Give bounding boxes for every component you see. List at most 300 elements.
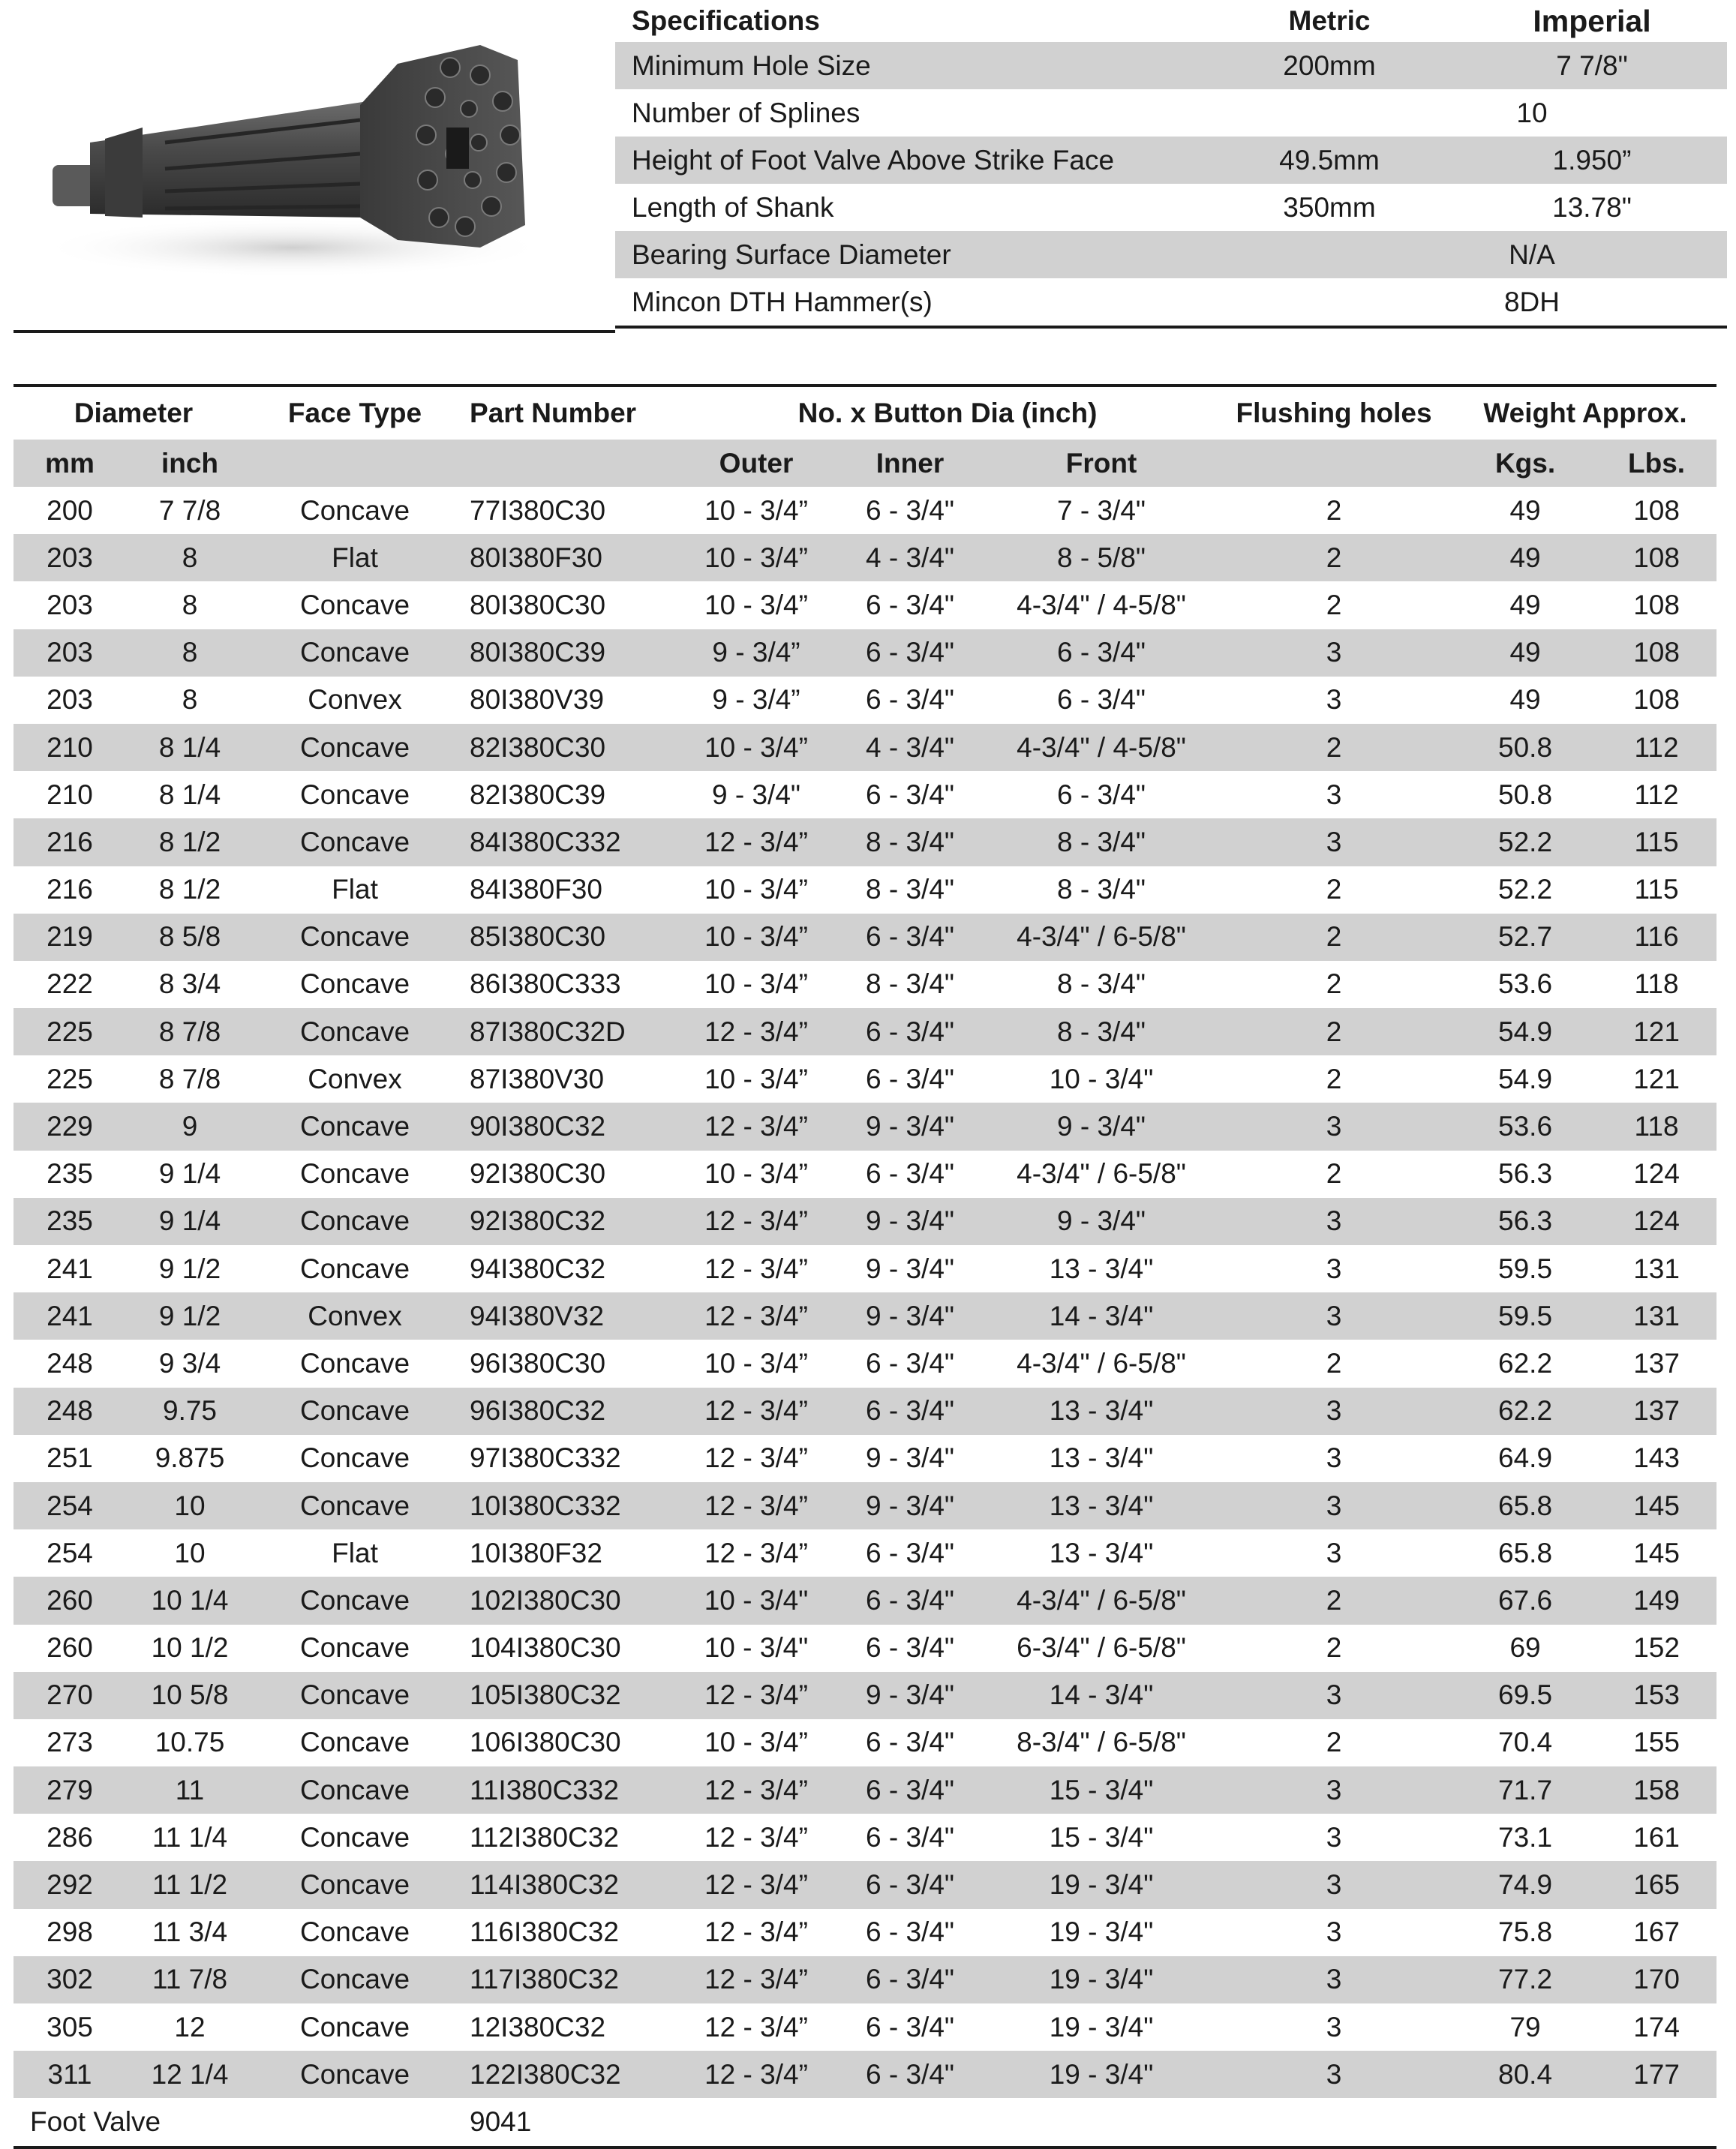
cell-front: 8 - 3/4" <box>989 818 1214 866</box>
subheader-mm: mm <box>14 440 126 487</box>
cell-lbs: 112 <box>1596 724 1716 771</box>
cell-mm: 260 <box>47 1632 93 1664</box>
cell-outer: 10 - 3/4” <box>704 968 808 1000</box>
cell-kgs: 56.3 <box>1498 1158 1553 1190</box>
cell-kgs: 59.5 <box>1454 1292 1596 1340</box>
cell-kgs: 49 <box>1454 629 1596 677</box>
cell-inner: 6 - 3/4" <box>831 629 989 677</box>
cell-outer: 10 - 3/4” <box>681 914 831 961</box>
cell-flushing-holes: 2 <box>1326 1158 1342 1190</box>
cell-mm: 203 <box>14 629 126 677</box>
cell-inch: 11 1/4 <box>152 1821 228 1853</box>
cell-inner: 6 - 3/4" <box>831 1577 989 1624</box>
cell-face-type: Concave <box>254 1861 456 1908</box>
cell-kgs: 52.2 <box>1454 818 1596 866</box>
cell-face-type: Concave <box>300 779 410 810</box>
cell-face-type: Concave <box>300 1632 410 1664</box>
cell-inner: 8 - 3/4" <box>866 968 955 1000</box>
subheader-kgs: Kgs. <box>1454 440 1596 487</box>
cell-outer: 10 - 3/4” <box>681 724 831 771</box>
cell-part-number: 10I380C332 <box>456 1482 681 1529</box>
cell-lbs: 108 <box>1633 684 1680 716</box>
cell-lbs: 161 <box>1633 1821 1680 1853</box>
cell-inch: 12 <box>174 2011 206 2042</box>
cell-flushing-holes: 3 <box>1214 1861 1454 1908</box>
foot-valve-empty <box>681 2098 1716 2147</box>
spec-row-bearing-diameter <box>615 231 1727 278</box>
cell-mm: 292 <box>14 1861 126 1908</box>
header-weight: Weight Approx. <box>1483 398 1687 428</box>
cell-flushing-holes: 2 <box>1326 589 1342 620</box>
spec-row-hammers <box>615 278 1727 327</box>
cell-mm: 248 <box>14 1388 126 1435</box>
cell-lbs: 174 <box>1633 2011 1680 2042</box>
cell-part-number: 87I380V30 <box>470 1063 605 1094</box>
cell-face-type: Concave <box>300 1916 410 1948</box>
cell-flushing-holes: 2 <box>1326 1347 1342 1379</box>
cell-outer: 12 - 3/4” <box>681 1292 831 1340</box>
cell-inch: 10 1/2 <box>151 1632 229 1664</box>
cell-inner: 9 - 3/4" <box>831 1103 989 1150</box>
cell-outer: 9 - 3/4” <box>681 629 831 677</box>
cell-flushing-holes: 2 <box>1326 874 1342 905</box>
cell-inner: 6 - 3/4" <box>866 494 955 526</box>
spec-header-imperial: Imperial <box>1533 3 1651 38</box>
cell-part-number: 92I380C32 <box>456 1198 681 1245</box>
cell-mm: 219 <box>14 914 126 961</box>
header-part-number: Part Number <box>470 398 637 428</box>
cell-inch: 9 1/2 <box>126 1292 254 1340</box>
cell-part-number: 105I380C32 <box>456 1672 681 1719</box>
cell-flushing-holes: 3 <box>1214 629 1454 677</box>
table-row <box>14 534 1716 581</box>
spec-metric-value: 350mm <box>1283 191 1376 223</box>
cell-inch: 12 1/4 <box>126 2051 254 2098</box>
table-row <box>14 1861 1716 1908</box>
cell-face-type: Concave <box>300 1442 410 1474</box>
spec-label: Bearing Surface Diameter <box>615 231 1202 278</box>
cell-part-number: 84I380F30 <box>470 874 602 905</box>
cell-inch: 8 <box>126 629 254 677</box>
cell-kgs: 53.6 <box>1498 968 1553 1000</box>
cell-part-number: 94I380V32 <box>456 1292 681 1340</box>
cell-mm: 251 <box>47 1442 93 1474</box>
cell-part-number: 97I380C332 <box>470 1442 621 1474</box>
cell-inch: 8 1/2 <box>158 874 221 905</box>
cell-lbs: 121 <box>1596 1008 1716 1055</box>
cell-kgs: 52.7 <box>1454 914 1596 961</box>
cell-face-type: Concave <box>300 589 410 620</box>
cell-face-type: Concave <box>254 914 456 961</box>
cell-lbs: 165 <box>1596 1861 1716 1908</box>
table-row <box>14 629 1716 677</box>
cell-inner: 6 - 3/4" <box>866 1916 955 1948</box>
cell-mm: 210 <box>47 779 93 810</box>
cell-mm: 248 <box>47 1347 93 1379</box>
cell-inner: 6 - 3/4" <box>831 914 989 961</box>
cell-face-type: Concave <box>254 629 456 677</box>
cell-front: 9 - 3/4" <box>989 1198 1214 1245</box>
cell-kgs: 69 <box>1509 1632 1541 1664</box>
cell-flushing-holes: 3 <box>1214 1482 1454 1529</box>
cell-inch: 8 7/8 <box>126 1008 254 1055</box>
cell-outer: 12 - 3/4” <box>681 1198 831 1245</box>
table-row <box>14 866 1716 914</box>
table-row <box>14 1672 1716 1719</box>
cell-outer: 12 - 3/4” <box>681 1861 831 1908</box>
cell-mm: 260 <box>14 1577 126 1624</box>
cell-outer: 12 - 3/4” <box>681 1672 831 1719</box>
cell-part-number: 85I380C30 <box>456 914 681 961</box>
cell-lbs: 155 <box>1633 1727 1680 1758</box>
cell-mm: 254 <box>47 1537 93 1568</box>
cell-kgs: 73.1 <box>1498 1821 1553 1853</box>
cell-flushing-holes: 3 <box>1326 779 1342 810</box>
cell-mm: 302 <box>14 1956 126 2003</box>
cell-kgs: 49 <box>1509 684 1541 716</box>
cell-face-type: Concave <box>254 1482 456 1529</box>
cell-flushing-holes: 2 <box>1326 1727 1342 1758</box>
cell-flushing-holes: 3 <box>1326 1916 1342 1948</box>
header-face-type: Face Type <box>287 398 422 428</box>
cell-inch: 8 <box>182 589 198 620</box>
cell-face-type: Concave <box>254 818 456 866</box>
cell-front: 8-3/4" / 6-5/8" <box>1017 1727 1186 1758</box>
cell-front: 6 - 3/4" <box>1057 684 1146 716</box>
table-row <box>14 2003 1716 2051</box>
cell-kgs: 64.9 <box>1498 1442 1553 1474</box>
cell-mm: 216 <box>14 818 126 866</box>
cell-part-number: 117I380C32 <box>456 1956 681 2003</box>
cell-face-type: Flat <box>254 534 456 581</box>
cell-inner: 6 - 3/4" <box>866 1821 955 1853</box>
cell-front: 8 - 3/4" <box>989 1008 1214 1055</box>
cell-flushing-holes: 2 <box>1214 724 1454 771</box>
cell-front: 8 - 5/8" <box>989 534 1214 581</box>
cell-mm: 311 <box>14 2051 126 2098</box>
cell-front: 13 - 3/4" <box>1049 1537 1154 1568</box>
cell-inch: 10.75 <box>155 1727 225 1758</box>
cell-face-type: Concave <box>254 1008 456 1055</box>
cell-mm: 254 <box>14 1482 126 1529</box>
cell-front: 19 - 3/4" <box>989 1861 1214 1908</box>
cell-mm: 270 <box>14 1672 126 1719</box>
cell-lbs: 116 <box>1596 914 1716 961</box>
cell-inch: 9 3/4 <box>158 1347 221 1379</box>
cell-inch: 8 1/4 <box>126 724 254 771</box>
cell-kgs: 59.5 <box>1498 1253 1553 1284</box>
table-sub-header-row <box>14 440 1716 487</box>
cell-face-type: Concave <box>300 968 410 1000</box>
cell-front: 13 - 3/4" <box>1049 1442 1154 1474</box>
cell-outer: 9 - 3/4” <box>712 684 800 716</box>
cell-mm: 222 <box>47 968 93 1000</box>
cell-inch: 8 <box>126 534 254 581</box>
cell-part-number: 10I380F32 <box>470 1537 602 1568</box>
cell-part-number: 102I380C30 <box>456 1577 681 1624</box>
cell-part-number: 12I380C32 <box>470 2011 606 2042</box>
cell-flushing-holes: 2 <box>1214 534 1454 581</box>
cell-outer: 10 - 3/4” <box>704 1727 808 1758</box>
cell-outer: 12 - 3/4” <box>681 818 831 866</box>
cell-outer: 12 - 3/4” <box>704 1253 808 1284</box>
cell-face-type: Concave <box>300 2011 410 2042</box>
cell-face-type: Concave <box>254 1956 456 2003</box>
cell-lbs: 145 <box>1633 1537 1680 1568</box>
cell-flushing-holes: 2 <box>1326 1063 1342 1094</box>
header-flushing-holes: Flushing holes <box>1236 398 1432 428</box>
cell-front: 13 - 3/4" <box>1049 1253 1154 1284</box>
cell-kgs: 65.8 <box>1498 1537 1553 1568</box>
table-row <box>14 1292 1716 1340</box>
cell-part-number: 94I380C32 <box>470 1253 606 1284</box>
drill-bit-image <box>30 30 555 278</box>
cell-lbs: 131 <box>1633 1253 1680 1284</box>
cell-mm: 279 <box>14 1766 126 1814</box>
cell-lbs: 158 <box>1596 1766 1716 1814</box>
cell-mm: 203 <box>47 684 93 716</box>
cell-kgs: 49 <box>1454 534 1596 581</box>
table-row <box>14 1435 1716 1482</box>
table-row <box>14 1625 1716 1672</box>
cell-mm: 203 <box>14 534 126 581</box>
cell-face-type: Concave <box>254 1672 456 1719</box>
cell-flushing-holes: 3 <box>1214 2051 1454 2098</box>
cell-mm: 225 <box>14 1008 126 1055</box>
spec-value: N/A <box>1202 231 1727 278</box>
cell-inch: 10 1/4 <box>126 1577 254 1624</box>
cell-inner: 9 - 3/4" <box>831 1198 989 1245</box>
cell-face-type: Concave <box>254 1577 456 1624</box>
cell-inner: 6 - 3/4" <box>866 1347 955 1379</box>
cell-mm: 200 <box>47 494 93 526</box>
table-row <box>14 1151 1716 1198</box>
cell-lbs: 170 <box>1596 1956 1716 2003</box>
table-row <box>14 1956 1716 2003</box>
spec-label: Length of Shank <box>632 191 834 223</box>
cell-lbs: 167 <box>1633 1916 1680 1948</box>
table-row <box>14 1577 1716 1624</box>
table-row <box>14 1340 1716 1387</box>
cell-lbs: 108 <box>1633 494 1680 526</box>
divider-line <box>14 330 615 333</box>
cell-part-number: 82I380C30 <box>456 724 681 771</box>
cell-inch: 7 7/8 <box>158 494 221 526</box>
cell-flushing-holes: 3 <box>1214 1766 1454 1814</box>
cell-kgs: 75.8 <box>1498 1916 1553 1948</box>
cell-front: 14 - 3/4" <box>989 1292 1214 1340</box>
cell-kgs: 79 <box>1509 2011 1541 2042</box>
cell-mm: 216 <box>47 874 93 905</box>
cell-lbs: 137 <box>1633 1347 1680 1379</box>
cell-inner: 6 - 3/4" <box>831 1956 989 2003</box>
cell-flushing-holes: 2 <box>1326 1632 1342 1664</box>
cell-face-type: Concave <box>300 1821 410 1853</box>
cell-inner: 9 - 3/4" <box>866 1253 955 1284</box>
cell-part-number: 90I380C32 <box>456 1103 681 1150</box>
cell-inch: 11 3/4 <box>152 1916 228 1948</box>
cell-mm: 210 <box>14 724 126 771</box>
cell-mm: 286 <box>47 1821 93 1853</box>
table-row <box>14 1008 1716 1055</box>
cell-flushing-holes: 2 <box>1326 494 1342 526</box>
cell-outer: 12 - 3/4” <box>681 1103 831 1150</box>
cell-outer: 10 - 3/4” <box>704 494 808 526</box>
spec-imperial-value: 7 7/8" <box>1457 42 1727 89</box>
cell-inner: 8 - 3/4" <box>831 818 989 866</box>
cell-kgs: 49 <box>1509 494 1541 526</box>
cell-inner: 8 - 3/4" <box>866 874 955 905</box>
cell-lbs: 115 <box>1596 818 1716 866</box>
cell-lbs: 143 <box>1633 1442 1680 1474</box>
cell-inner: 9 - 3/4" <box>831 1482 989 1529</box>
foot-valve-row <box>14 2098 1716 2147</box>
cell-part-number: 92I380C30 <box>470 1158 606 1190</box>
cell-inner: 6 - 3/4" <box>866 1158 955 1190</box>
cell-flushing-holes: 3 <box>1326 1821 1342 1853</box>
cell-flushing-holes: 3 <box>1214 1198 1454 1245</box>
spec-value: 8DH <box>1202 278 1727 327</box>
cell-face-type: Concave <box>254 1198 456 1245</box>
table-row <box>14 1245 1716 1292</box>
cell-kgs: 62.2 <box>1498 1347 1553 1379</box>
table-row <box>14 1055 1716 1103</box>
cell-face-type: Flat <box>332 874 378 905</box>
cell-lbs: 137 <box>1596 1388 1716 1435</box>
cell-kgs: 77.2 <box>1454 1956 1596 2003</box>
table-row <box>14 487 1716 534</box>
cell-flushing-holes: 2 <box>1214 914 1454 961</box>
cell-kgs: 50.8 <box>1454 724 1596 771</box>
spec-header-metric: Metric <box>1288 5 1371 36</box>
cell-kgs: 54.9 <box>1454 1008 1596 1055</box>
cell-inch: 9 <box>126 1103 254 1150</box>
table-row <box>14 914 1716 961</box>
table-row <box>14 1198 1716 1245</box>
cell-inner: 6 - 3/4" <box>831 2051 989 2098</box>
cell-kgs: 70.4 <box>1498 1727 1553 1758</box>
cell-face-type: Convex <box>254 1292 456 1340</box>
table-row <box>14 1529 1716 1577</box>
cell-front: 6 - 3/4" <box>1057 779 1146 810</box>
subheader-empty <box>1214 440 1454 487</box>
cell-kgs: 52.2 <box>1498 874 1553 905</box>
table-row <box>14 1103 1716 1150</box>
cell-inch: 8 7/8 <box>158 1063 221 1094</box>
table-row <box>14 2051 1716 2098</box>
cell-inner: 6 - 3/4" <box>866 779 955 810</box>
cell-kgs: 67.6 <box>1454 1577 1596 1624</box>
cell-front: 9 - 3/4" <box>989 1103 1214 1150</box>
cell-mm: 305 <box>47 2011 93 2042</box>
cell-face-type: Concave <box>254 1103 456 1150</box>
cell-outer: 10 - 3/4” <box>704 1063 808 1094</box>
table-body <box>14 487 1716 2147</box>
cell-inner: 6 - 3/4" <box>866 1063 955 1094</box>
cell-inch: 8 1/4 <box>158 779 221 810</box>
header-buttons: No. x Button Dia (inch) <box>797 398 1098 428</box>
cell-flushing-holes: 3 <box>1214 1956 1454 2003</box>
cell-part-number: 80I380V39 <box>470 684 605 716</box>
cell-inch: 11 <box>126 1766 254 1814</box>
cell-front: 6-3/4" / 6-5/8" <box>1017 1632 1186 1664</box>
cell-inch: 8 3/4 <box>158 968 221 1000</box>
cell-mm: 225 <box>47 1063 93 1094</box>
cell-inch: 9 1/4 <box>158 1158 221 1190</box>
cell-inch: 10 5/8 <box>126 1672 254 1719</box>
cell-flushing-holes: 2 <box>1214 1577 1454 1624</box>
spec-label: Height of Foot Valve Above Strike Face <box>615 137 1202 184</box>
subheader-front: Front <box>989 440 1214 487</box>
spec-header-label: Specifications <box>632 5 820 36</box>
cell-outer: 12 - 3/4” <box>681 1766 831 1814</box>
cell-mm: 273 <box>47 1727 93 1758</box>
cell-inner: 6 - 3/4" <box>866 589 955 620</box>
cell-part-number: 86I380C333 <box>470 968 621 1000</box>
table-row <box>14 724 1716 771</box>
cell-inch: 11 7/8 <box>126 1956 254 2003</box>
cell-front: 4-3/4" / 4-5/8" <box>989 724 1214 771</box>
cell-lbs: 112 <box>1634 779 1679 810</box>
spec-row-splines <box>615 89 1727 137</box>
table-row <box>14 1814 1716 1861</box>
table-row <box>14 1909 1716 1956</box>
cell-front: 6 - 3/4" <box>989 629 1214 677</box>
table-row <box>14 677 1716 724</box>
cell-inner: 6 - 3/4" <box>831 1861 989 1908</box>
cell-outer: 12 - 3/4” <box>704 2011 808 2042</box>
cell-outer: 12 - 3/4” <box>704 1537 808 1568</box>
table-group-header-row <box>14 386 1716 440</box>
cell-inner: 6 - 3/4" <box>831 1008 989 1055</box>
cell-mm: 235 <box>14 1198 126 1245</box>
cell-face-type: Concave <box>254 1388 456 1435</box>
cell-inch: 9.875 <box>155 1442 225 1474</box>
cell-front: 4-3/4" / 6-5/8" <box>1017 1158 1186 1190</box>
cell-flushing-holes: 3 <box>1214 1388 1454 1435</box>
cell-face-type: Concave <box>300 494 410 526</box>
cell-inner: 6 - 3/4" <box>831 1388 989 1435</box>
cell-face-type: Concave <box>300 1727 410 1758</box>
cell-inner: 6 - 3/4" <box>866 684 955 716</box>
cell-part-number: 106I380C30 <box>470 1727 621 1758</box>
cell-front: 4-3/4" / 6-5/8" <box>989 1577 1214 1624</box>
cell-outer: 10 - 3/4” <box>704 1347 808 1379</box>
cell-front: 13 - 3/4" <box>989 1388 1214 1435</box>
cell-kgs: 49 <box>1509 589 1541 620</box>
cell-front: 13 - 3/4" <box>989 1482 1214 1529</box>
cell-part-number: 82I380C39 <box>470 779 606 810</box>
cell-outer: 12 - 3/4” <box>704 1442 808 1474</box>
cell-inch: 10 <box>126 1482 254 1529</box>
cell-part-number: 112I380C32 <box>470 1821 619 1853</box>
cell-kgs: 74.9 <box>1454 1861 1596 1908</box>
cell-outer: 10 - 3/4” <box>681 534 831 581</box>
subheader-lbs: Lbs. <box>1596 440 1716 487</box>
cell-outer: 12 - 3/4” <box>681 2051 831 2098</box>
cell-kgs: 69.5 <box>1454 1672 1596 1719</box>
cell-kgs: 62.2 <box>1454 1388 1596 1435</box>
cell-inch: 10 <box>174 1537 206 1568</box>
cell-part-number: 77I380C30 <box>470 494 606 526</box>
bit-parts-table <box>14 384 1716 2149</box>
cell-face-type: Concave <box>300 1253 410 1284</box>
cell-face-type: Concave <box>254 2051 456 2098</box>
spec-metric-value: 200mm <box>1202 42 1457 89</box>
spec-row-foot-valve-height <box>615 137 1727 184</box>
cell-face-type: Concave <box>300 1347 410 1379</box>
spec-imperial-value: 1.950” <box>1457 137 1727 184</box>
